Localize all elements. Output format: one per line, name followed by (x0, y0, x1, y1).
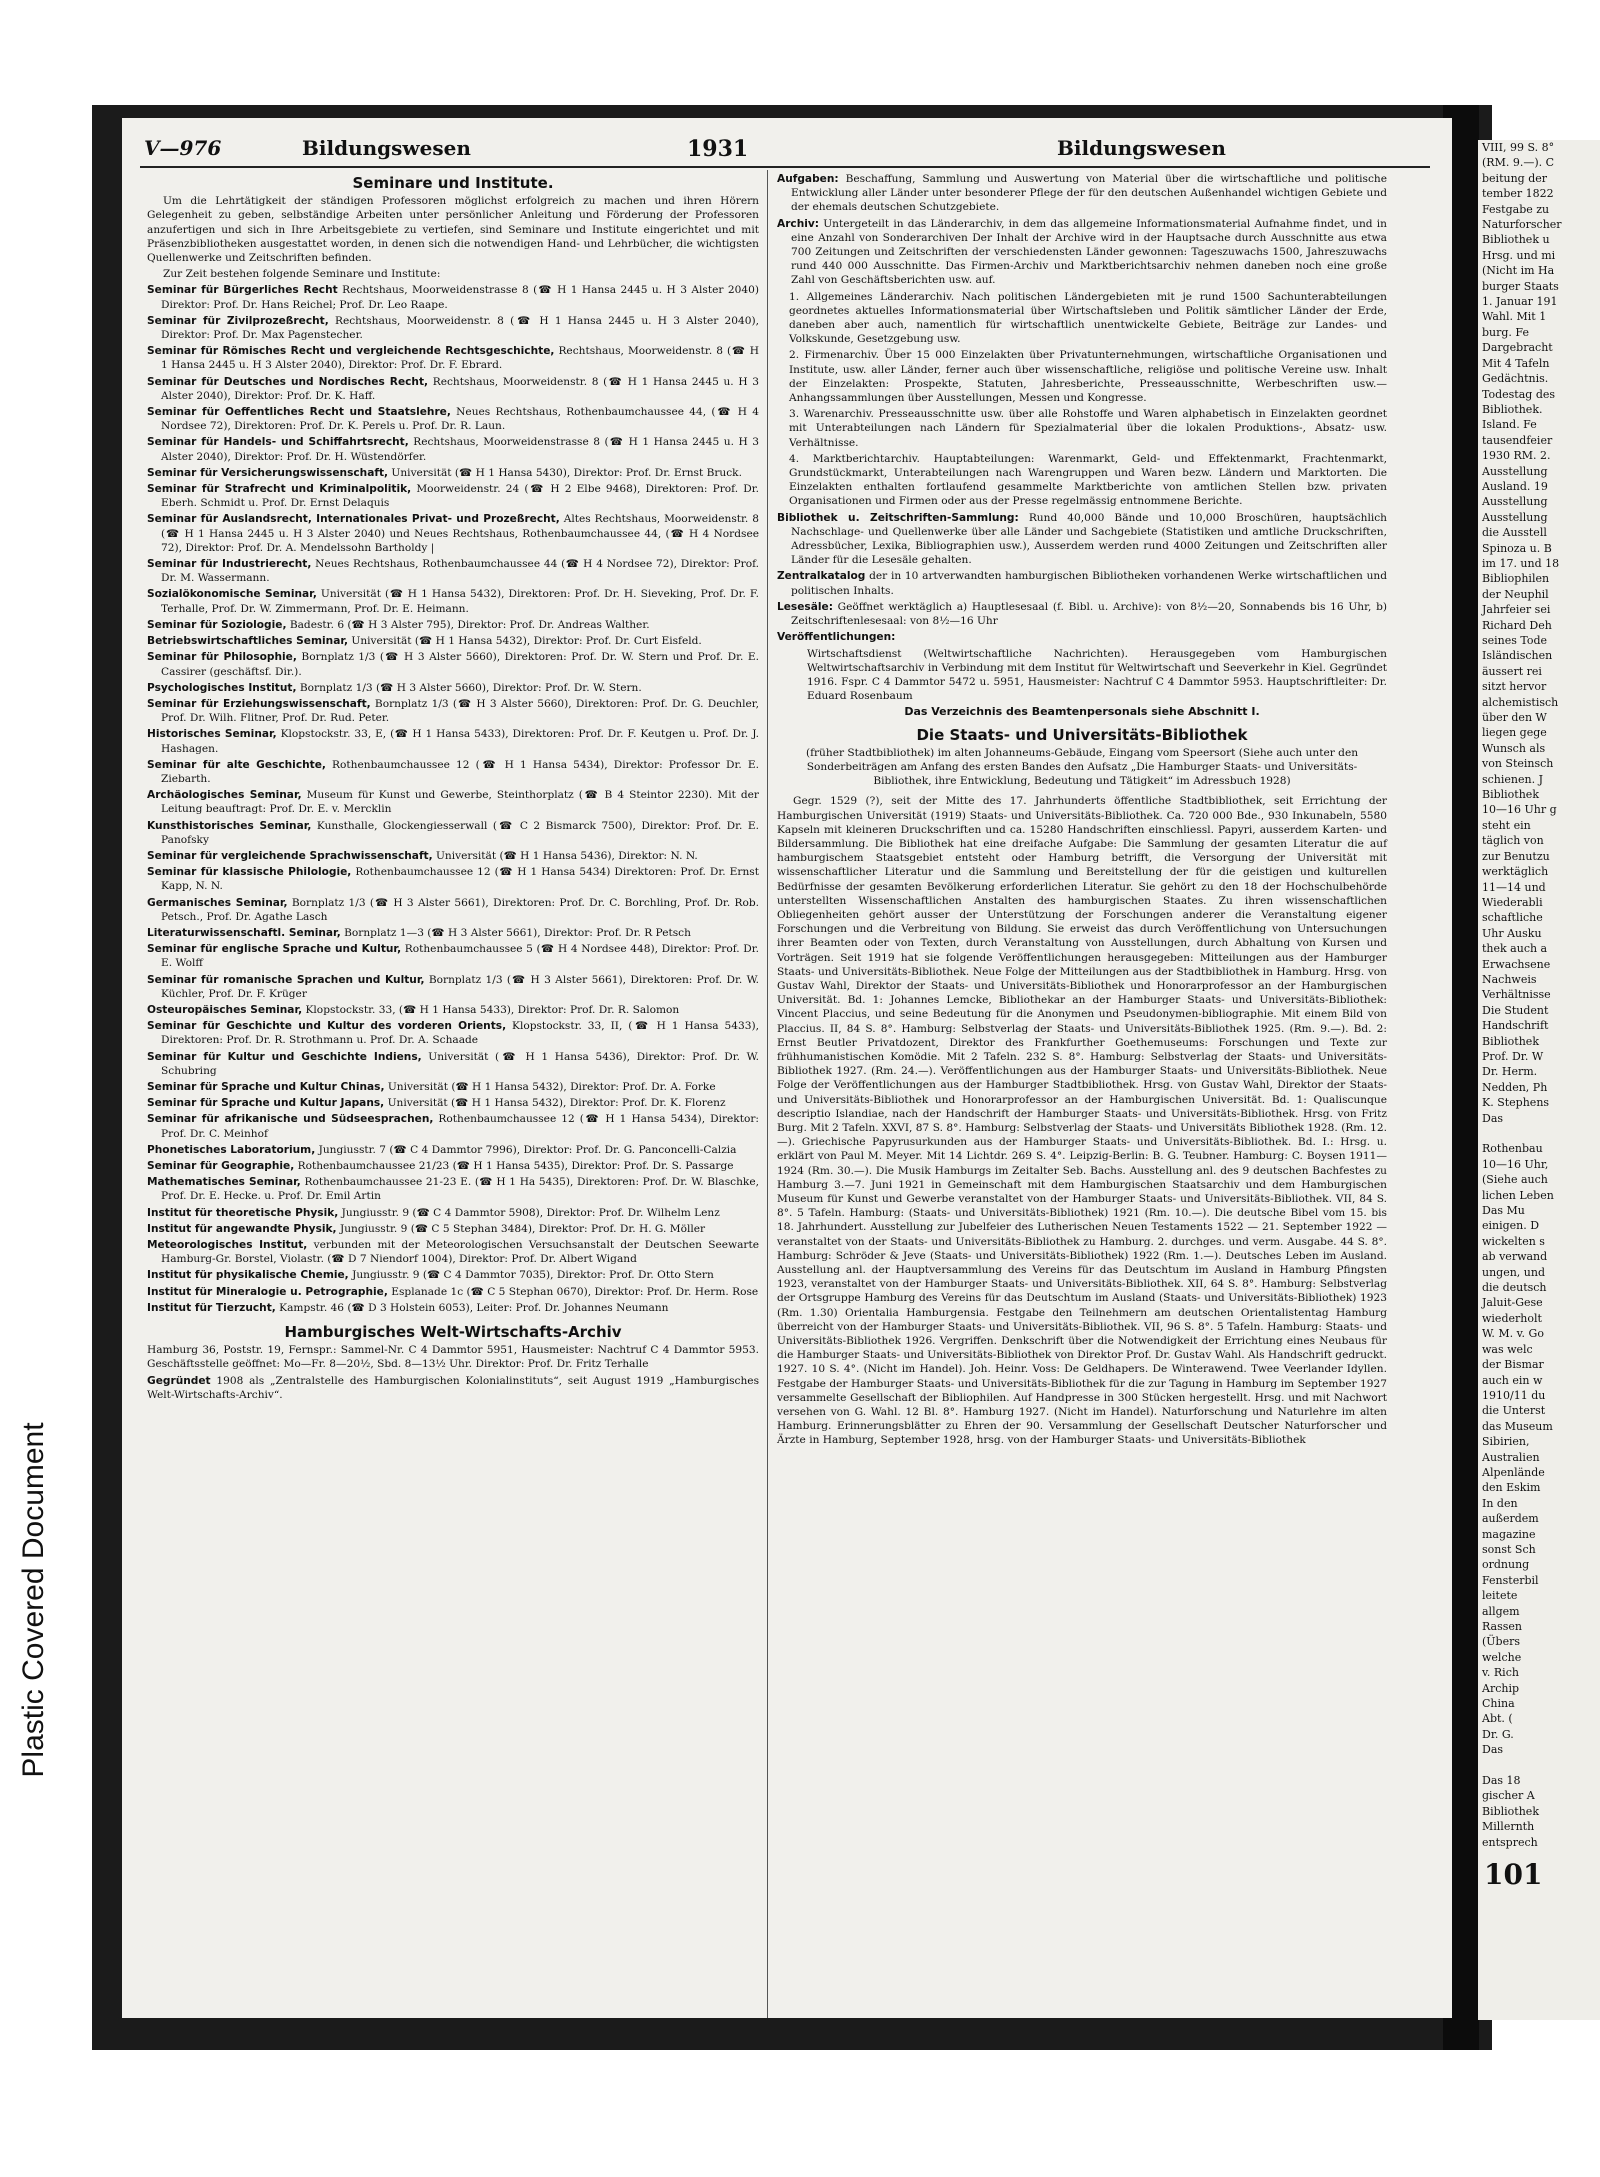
seminar-details: Universität (☎ H 1 Hansa 5432), Direktor: Prof. Dr. K. Florenz (384, 1097, 726, 1110)
side-label-text: Plastic Covered Document (17, 1422, 50, 1778)
adjacent-page-line: 1930 RM. 2. (1482, 449, 1551, 463)
seminar-details: Badestr. 6 (☎ H 3 Alster 795), Direktor: Prof. Dr. Andreas Walther. (286, 618, 650, 631)
seminar-name: Betriebswirtschaftliches Seminar, (147, 635, 349, 648)
seminar-details: Bornplatz 1—3 (☎ H 3 Alster 5661), Direktor: Prof. Dr. R Petsch (340, 926, 691, 939)
page-number: V—976 (144, 136, 222, 160)
seminar-details: Neues Rechtshaus, Rothenbaumchaussee 44 (☎ H 4 Nordsee 72), Direktor: Prof. Dr. M. Wassermann. (161, 558, 759, 585)
adjacent-page-line: werktäglich (1482, 865, 1549, 879)
seminar-details: Bornplatz 1/3 (☎ H 3 Alster 5660), Direktor: Prof. Dr. W. Stern. (296, 681, 642, 694)
adjacent-page-line: (Übers (1482, 1635, 1521, 1649)
seminar-details: Rechtshaus, Moorweidenstr. 8 (☎ H 1 Hansa 2445 u. H 3 Alster 2040), Direktor: Prof. Dr. Max Pagenstecher. (161, 314, 759, 342)
adjacent-page-line: Hrsg. und mi (1482, 248, 1556, 262)
adjacent-page-line: Ausstellung (1482, 464, 1548, 478)
header-rule (140, 166, 1430, 168)
adjacent-page-line: Australien (1482, 1450, 1540, 1464)
seminar-name: Seminar für Geschichte und Kultur des vorderen Orients, (147, 1020, 507, 1033)
seminar-name: Meteorologisches Institut, (147, 1239, 308, 1252)
adjacent-page-line: Handschrift (1482, 1019, 1549, 1033)
seminar-name: Seminar für Auslandsrecht, Internationales Privat- und Prozeßrecht, (147, 513, 560, 526)
field-label: Bibliothek u. Zeitschriften-Sammlung: (777, 511, 1019, 524)
seminar-entry (147, 973, 759, 1001)
seminar-entry (147, 557, 759, 585)
seminar-name: Seminar für Industrierecht, (147, 558, 312, 571)
adjacent-page (1478, 140, 1600, 2020)
right-column (777, 172, 1387, 1450)
archiv-sub-item: 2. Firmenarchiv. Über 15 000 Einzelakten über Privatunternehmungen, wirtschaftliche Organisationen und Institute, usw. aller Länder, ferner auch über wissenschaftliche, religiöse und politische Vereine usw. Inhalt der Einzelakten: Prospekte, Statuten, Jahresberichte, Presseausschnitte, Werbeschriften usw.— Anhangssammlungen über Ausstellungen, Messen und Kongresse. (789, 349, 1387, 405)
adjacent-page-line (1478, 1126, 1600, 1141)
seminar-name: Seminar für Geographie, (147, 1160, 295, 1172)
field-text: Geöffnet werktäglich a) Hauptlesesaal (f. Bibl. u. Archive): von 8½—20, Sonnabends bis 16 Uhr, b) Zeitschriftenlesesaal: von 8½—16 Uhr (791, 600, 1387, 628)
adjacent-page-line: entsprech (1482, 1835, 1538, 1849)
seminar-name: Seminar für Sprache und Kultur Chinas, (147, 1080, 385, 1093)
seminar-name: Sozialökonomische Seminar, (147, 588, 317, 601)
seminar-entry (147, 1285, 759, 1299)
seminar-name: Institut für Mineralogie u. Petrographie, (147, 1285, 388, 1298)
seminar-name: Seminar für Deutsches und Nordisches Recht, (147, 375, 429, 388)
seminar-name: Osteuropäisches Seminar, (147, 1003, 303, 1016)
adjacent-page-line: alchemistisch (1482, 695, 1559, 709)
adjacent-page-line: Verhältnisse (1482, 988, 1551, 1002)
adjacent-page-line: den Eskim (1482, 1481, 1541, 1495)
seminar-name: Kunsthistorisches Seminar, (147, 819, 312, 832)
adjacent-page-line: Bibliothek u (1482, 233, 1550, 247)
seminar-details: Rothenbaumchaussee 5 (☎ H 4 Nordsee 448), Direktor: Prof. Dr. E. Wolff (161, 943, 760, 970)
seminar-entry (147, 727, 759, 755)
adjacent-page-line: Bibliothek (1482, 1034, 1539, 1048)
seminar-entry (147, 758, 759, 786)
bibliothek-subtitle: (früher Stadtbibliothek) im alten Johanneums-Gebäude, Eingang vom Speersort (Siehe auch unter den Sonderbeiträgen am Anfang des ersten Bandes den Aufsatz „Die Hamburger Staats- und Universitäts-Bibliothek, ihre Entwicklung, Bedeutung und Tätigkeit“ im Adressbuch 1928) (805, 746, 1359, 788)
seminar-name: Seminar für romanische Sprachen und Kultur, (147, 973, 425, 986)
seminar-details: Rothenbaumchaussee 12 (☎ H 1 Hansa 5434), Direktor: Prof. Dr. C. Meinhof (161, 1113, 759, 1140)
seminar-details: Jungiusstr. 9 (☎ C 5 Stephan 3484), Direktor: Prof. Dr. H. G. Möller (336, 1222, 706, 1235)
seminar-name: Seminar für Oeffentliches Recht und Staatslehre, (147, 406, 451, 419)
adjacent-page-line: sitzt hervor (1482, 680, 1547, 694)
seminar-entry (147, 1143, 759, 1157)
adjacent-page-line: schaftliche (1482, 911, 1543, 925)
adjacent-page-line: zur Benutzu (1482, 849, 1550, 863)
seminar-name: Seminar für Versicherungswissenschaft, (147, 466, 389, 479)
adjacent-page-line: Rothenbau (1482, 1142, 1543, 1156)
running-header (122, 136, 1452, 166)
adjacent-page-line: einigen. D (1482, 1219, 1540, 1233)
adjacent-page-line: Dr. G. (1482, 1727, 1514, 1741)
seminar-details: Klopstockstr. 33, E, (☎ H 1 Hansa 5433), Direktoren: Prof. Dr. F. Keutgen u. Prof. Dr. J. Hashagen. (161, 728, 759, 755)
seminar-details: Klopstockstr. 33, II, (☎ H 1 Hansa 5433), Direktoren: Prof. Dr. R. Strothmann u. Prof. Dr. A. Schaade (161, 1020, 759, 1047)
adjacent-page-text (1478, 140, 1600, 1850)
section-heading-bibliothek: Die Staats- und Universitäts-Bibliothek (916, 725, 1248, 744)
archiv-sub-item: 4. Marktberichtarchiv. Hauptabteilungen: Warenmarkt, Geld- und Effektenmarkt, Frachtenmarkt, Grundstückmarkt, Unterabteilungen nach Warengruppen und Waren bezw. Ländern und Marktorten. Die Einzelakten enthalten fortlaufend gesammelte Marktberichte von amtlichen Stellen bzw. privaten Organisationen und Firmen oder aus der Presse regelmässig entnommene Berichte. (789, 452, 1387, 508)
seminar-details: Rothenbaumchaussee 12 (☎ H 1 Hansa 5434), Direktor: Professor Dr. E. Ziebarth. (161, 758, 759, 785)
adjacent-page-line: Richard Deh (1482, 618, 1552, 632)
seminar-list (147, 283, 759, 1315)
seminar-entry (147, 865, 759, 893)
archiv-address: Hamburg 36, Poststr. 19, Fernspr.: Sammel-Nr. C 4 Dammtor 5951, Hausmeister: Nachtruf C 4 Dammtor 5953. Geschäftsstelle geöffnet: Mo—Fr. 8—20½, Sbd. 8—13½ Uhr. Direktor: Prof. Dr. Fritz Terhalle (147, 1344, 759, 1371)
seminar-name: Seminar für Bürgerliches Recht (147, 284, 338, 297)
seminar-name: Seminar für Zivilprozeßrecht, (147, 314, 329, 327)
seminar-entry (147, 788, 759, 816)
seminar-details: Bornplatz 1/3 (☎ H 3 Alster 5660), Direktoren: Prof. Dr. G. Deuchler, Prof. Dr. Wilh. Flitner, Prof. Dr. Rud. Peter. (161, 697, 759, 725)
seminar-entry (147, 849, 759, 863)
archiv-fields-2 (777, 511, 1387, 645)
archiv-sub-item: 3. Warenarchiv. Presseausschnitte usw. über alle Rohstoffe und Waren alphabetisch in Einzelakten geordnet mit Unterabteilungen nach Ländern für Spezialmaterial über die lokalen Produktions-, Absatz- usw. Verhältnisse. (789, 408, 1387, 449)
adjacent-page-line: die Ausstell (1482, 526, 1547, 540)
header-left-title: Bildungswesen (302, 136, 471, 160)
seminar-entry (147, 587, 759, 615)
adjacent-page-line: allgem (1482, 1604, 1520, 1618)
seminar-details: Bornplatz 1/3 (☎ H 3 Alster 5660), Direktoren: Prof. Dr. W. Stern und Prof. Dr. E. Cassirer (geschäftsf. Dir.). (161, 651, 759, 678)
adjacent-page-line: Rassen (1482, 1620, 1522, 1633)
adjacent-page-line: Festgabe zu (1482, 202, 1550, 216)
personnel-note: Das Verzeichnis des Beamtenpersonals siehe Abschnitt I. (904, 705, 1260, 719)
adjacent-page-line: Gedächtnis. (1482, 372, 1549, 386)
adjacent-page-line: Spinoza u. B (1482, 541, 1552, 555)
adjacent-page-line: 1910/11 du (1482, 1388, 1546, 1402)
seminar-details: verbunden mit der Meteorologischen Versuchsanstalt der Deutschen Seewarte Hamburg-Gr. Borstel, Violastr. (☎ D 7 Niendorf 1004), Direktor: Prof. Dr. Albert Wigand (161, 1239, 759, 1266)
seminar-name: Germanisches Seminar, (147, 896, 288, 909)
adjacent-page-line: magazine (1482, 1527, 1536, 1541)
archiv-field (777, 511, 1387, 568)
adjacent-page-line: welche (1482, 1650, 1522, 1664)
adjacent-page-line: der Neuphil (1482, 587, 1549, 601)
seminar-entry (147, 1301, 759, 1315)
seminar-entry (147, 435, 759, 463)
adjacent-page-line: burger Staats (1482, 279, 1559, 293)
adjacent-page-line: In den (1482, 1496, 1518, 1510)
adjacent-page-line: v. Rich (1482, 1666, 1519, 1680)
adjacent-page-line: Naturforscher (1482, 218, 1562, 232)
seminar-details: Universität (☎ H 1 Hansa 5430), Direktor: Prof. Dr. Ernst Bruck. (388, 466, 742, 479)
adjacent-page-line: Bibliophilen (1482, 572, 1550, 586)
seminar-details: Bornplatz 1/3 (☎ H 3 Alster 5661), Direktoren: Prof. Dr. W. Küchler, Prof. Dr. F. Krüger (161, 973, 759, 1000)
adjacent-page-line: von Steinsch (1482, 757, 1554, 771)
adjacent-page-line: Millernth (1482, 1820, 1535, 1834)
seminar-name: Seminar für afrikanische und Südseesprachen, (147, 1113, 434, 1126)
seminar-name: Seminar für Handels- und Schiffahrtsrecht, (147, 436, 409, 449)
adjacent-page-line (1478, 1758, 1600, 1773)
seminar-entry (147, 681, 759, 695)
adjacent-page-line: 10—16 Uhr, (1482, 1157, 1549, 1171)
adjacent-page-line: (RM. 9.—). C (1482, 156, 1555, 170)
seminar-name: Institut für physikalische Chemie, (147, 1269, 349, 1282)
adjacent-page-line: Todestag des (1482, 387, 1556, 401)
seminar-entry (147, 1019, 759, 1047)
seminar-name: Phonetisches Laboratorium, (147, 1143, 316, 1156)
seminar-details: Altes Rechtshaus, Moorweidenstr. 8 (☎ H 1 Hansa 2445 u. H 3 Alster 2040) und Neues Rechtshaus, Rothenbaumchaussee 44, (☎ H 4 Nordsee 72), Direktor: Prof. Dr. A. Mendelssohn Bartholdy | (161, 513, 759, 554)
adjacent-page-line: Ausstellung (1482, 495, 1548, 509)
seminar-name: Seminar für Römisches Recht und vergleichende Rechtsgeschichte, (147, 345, 555, 358)
seminar-entry (147, 1003, 759, 1017)
adjacent-page-line: Erwachsene (1482, 957, 1551, 971)
adjacent-page-line: Dr. Herm. (1482, 1065, 1538, 1079)
adjacent-page-line: Das (1482, 1743, 1504, 1757)
seminar-details: Moorweidenstr. 24 (☎ H 2 Elbe 9468), Direktoren: Prof. Dr. Eberh. Schmidt u. Prof. Dr. Ernst Delaquis (161, 483, 759, 510)
seminar-name: Mathematisches Seminar, (147, 1176, 301, 1189)
adjacent-page-line: Jahrfeier sei (1482, 603, 1551, 617)
seminar-name: Historisches Seminar, (147, 728, 277, 741)
adjacent-page-line: Mit 4 Tafeln (1482, 356, 1550, 370)
adjacent-page-line: Prof. Dr. W (1482, 1049, 1544, 1063)
adjacent-page-line: im 17. und 18 (1482, 556, 1560, 570)
field-label: Veröffentlichungen: (777, 631, 896, 644)
adjacent-page-line: wiederholt (1482, 1311, 1542, 1325)
seminar-entry (147, 1159, 759, 1173)
field-label: Archiv: (777, 217, 820, 230)
archiv-fields (777, 172, 1387, 288)
seminar-details: Rechtshaus, Moorweidenstr. 8 (☎ H 1 Hansa 2445 u. H 3 Alster 2040), Direktor: Prof. Dr. F. Ebrard. (161, 345, 759, 372)
header-right-title: Bildungswesen (1057, 136, 1226, 160)
archiv-field (777, 630, 1387, 644)
field-label: Aufgaben: (777, 173, 839, 185)
seminar-entry (147, 482, 759, 510)
archiv-sub-list (777, 290, 1387, 509)
adjacent-page-line: Isländischen (1482, 649, 1553, 663)
seminar-details: Rechtshaus, Moorweidenstr. 8 (☎ H 1 Hansa 2445 u. H 3 Alster 2040), Direktor: Prof. Dr. K. Haff. (161, 375, 759, 402)
adjacent-page-line: beitung der (1482, 171, 1548, 185)
seminar-details: Rothenbaumchaussee 12 (☎ H 1 Hansa 5434) Direktoren: Prof. Dr. Ernst Kapp, N. N. (161, 866, 759, 893)
adjacent-page-line: auch ein w (1482, 1373, 1543, 1387)
field-text: Rund 40,000 Bände und 10,000 Broschüren, hauptsächlich Nachschlage- und Quellenwerke über alle Länder und Sachgebiete (Statistiken und amtliche Druckschriften, Adressbücher, Lexika, Bibliographien usw.), Ausserdem werden rund 4000 Zeitungen und Zeitschriften aller Länder für die Lesesäle gehalten. (791, 511, 1387, 567)
archiv-field (777, 217, 1387, 288)
adjacent-page-line: die Unterst (1482, 1404, 1546, 1418)
seminar-name: Seminar für vergleichende Sprachwissenschaft, (147, 849, 433, 862)
field-text: Untergeteilt in das Länderarchiv, in dem das allgemeine Informationsmaterial Aufnahme findet, und in eine Anzahl von Sonderarchiven Der Inhalt der Archive wird in der Hauptsache durch Ausschnitte aus etwa 700 Zeitungen und Zeitschriften der verschiedensten Länder gewonnen: Tageszuwachs 1500, Jahreszuwachs rund 440 000 Ausschnitte. Das Firmen-Archiv und Marktberichtsarchiv nehmen daneben noch eine große Zahl von Geschäftsberichten usw. auf. (791, 217, 1387, 287)
adjacent-page-line: Das (1482, 1111, 1504, 1125)
adjacent-page-line: Fensterbil (1482, 1573, 1539, 1587)
archiv-founded-text: 1908 als „Zentralstelle des Hamburgischen Kolonialinstituts“, seit August 1919 „Hamburgisches Welt-Wirtschafts-Archiv“. (147, 1374, 759, 1401)
seminar-details: Kampstr. 46 (☎ D 3 Holstein 6053), Leiter: Prof. Dr. Johannes Neumann (275, 1301, 669, 1314)
seminar-entry (147, 283, 759, 311)
seminar-name: Institut für angewandte Physik, (147, 1222, 337, 1235)
intro-line: Zur Zeit bestehen folgende Seminare und Institute: (163, 268, 441, 281)
adjacent-page-line: ab verwand (1482, 1250, 1548, 1264)
adjacent-page-line: Archip (1482, 1681, 1520, 1695)
left-column (147, 172, 759, 1404)
adjacent-page-line: Ausland. 19 (1482, 479, 1548, 493)
seminar-entry (147, 1238, 759, 1266)
adjacent-page-line: burg. Fe (1482, 325, 1529, 339)
adjacent-page-line: 11—14 und (1482, 880, 1546, 894)
archiv-sub-item: 1. Allgemeines Länderarchiv. Nach politischen Ländergebieten mit je rund 1500 Sachunterabteilungen geordnetes aktuelles Informationsmaterial über Wirtschaftsleben und Politik sämtlicher Länder der Erde, daneben aber auch, namentlich für wirtschaftlich unentwickelte Gebiete, Beiträge zur Landes- und Volkskunde, Gesetzgebung usw. (789, 290, 1387, 346)
seminar-entry (147, 1222, 759, 1236)
bibliothek-body: Gegr. 1529 (?), seit der Mitte des 17. Jahrhunderts öffentliche Stadtbibliothek, seit Errichtung der Hamburgischen Universität (1919) Staats- und Universitäts-Bibliothek. Ca. 720 000 Bde., 930 Inkunabeln, 5580 Kapseln mit kleineren Druckschriften und ca. 15280 Handschriften einschliessl. Papyri, ausserdem Karten- und Bildersammlung. Die Bibliothek hat eine dreifache Aufgabe: Die Sammlung der gesamten Literatur die auf hamburgischem Staatsgebiet entsteht oder Hamburg betrifft, die Versorgung der Universität mit wissenschaftlicher Literatur und die Sammlung und Bereitstellung der für die geistigen und kulturellen Bedürfnisse der gesamten Bevölkerung erforderlichen Literatur. Sie gehört zu den 18 der Hochschulbehörde unterstellten Wissenschaftlichen Anstalten des hamburgischen Staates. Zu ihren wissenschaftlichen Obliegenheiten gehört ausser der Unterstützung der Forschungen anderer die Veranstaltung eigener Forschungen und die Verbreitung von Bildung. Sie erweist das durch Veröffentlichung von Untersuchungen ihrer Beamten oder von Texten, durch Veranstaltung von Ausstellungen, durch Abhaltung von Kursen und Vorträgen. Seit 1919 hat sie folgende Veröffentlichungen herausgegeben: Mitteilungen aus der Hamburger Staats- und Universitäts-Bibliothek. Neue Folge der Mitteilungen aus der Stadtbibliothek in Hamburg. Hrsg. von Gustav Wahl, Direktor der Staats- und Universitäts-Bibliothek und Honorarprofessor an der Hamburgischen Universität. Bd. 1: Johannes Lemcke, Bibliothekar an der Hamburger Staats- und Universitäts-Bibliothek: Vincent Placcius, und seine Bedeutung für die Anonymen und Pseudonymen-bibliographie. Mit einem Bild von Placcius. II, 84 S. 8°. Hamburg: Selbstverlag der Staats- und Universitäts-Bibliothek 1925. (Rm. 9.—). Bd. 2: Ernst Beutler Privatdozent, Direktor des Frankfurther Goethemuseums: Forschungen und Texte zur frühhumanistischen Komödie. Mit 2 Tafeln. 232 S. 8°. Hamburg: Selbstverlag der Staats- und Universitäts-Bibliothek 1927. (Rm. 24.—). Veröffentlichungen aus der Hamburger Staats- und Universitäts-Bibliothek. Neue Folge der Veröffentlichungen aus der Hamburger Stadtbibliothek. Hrsg. von Gustav Wahl, Direktor der Staats- und Universitäts-Bibliothek und Honorarprofessor an der Hamburgischen Universität. Bd. 1: Qualiscunque descriptio Islandiae, nach der Handschrift der Hamburger Staats- und Universitäts-Bibliothek. Hrsg. von Fritz Burg. Mit 2 Tafeln. XXVI, 87 S. 8°. Hamburg: Selbstverlag der Staats- und Universitäts Bibliothek 1928. (Rm. 12.—). Griechische Papyrusurkunden aus der Hamburger Staats- und Universitäts-Bibliothek. Bd. I.: Hrsg. u. erklärt von Paul M. Meyer. Mit 14 Lichtdr. 269 S. 4°. Leipzig-Berlin: B. G. Teubner. Hamburg: C. Boysen 1911—1924 (Rm. 30.—). Die Musik Hamburgs im Zeitalter Seb. Bachs. Ausstellung anl. des 9 deutschen Bachfestes zu Hamburg 3.—7. Juni 1921 in Gemeinschaft mit dem Hamburgischen Staatsarchiv und dem Hamburgischen Museum für Kunst und Gewerbe veranstaltet von der Hamburger Staats- und Universitäts-Bibliothek. VII, 84 S. 8°. 5 Tafeln. Hamburg: (Staats- und Universitäts-Bibliothek) 1921 (Rm. 10.—). Die deutsche Bibel vom 15. bis 18. Jahrhundert. Ausstellung zur Jubelfeier des Lutherischen Neuen Testaments 1522 — 21. September 1922 — veranstaltet von der Staats- und Universitäts-Bibliothek zu Hamburg. 2. durchges. und verm. Ausgabe. 44 S. 8°. Hamburg: Schröder & Jeve (Staats- und Universitäts-Bibliothek) 1922 (Rm. 1.—). Deutsches Leben im Ausland. Ausstellung anl. der Hauptversammlung des Vereins für das Deutschtum im Ausland in Hamburg Pfingsten 1923, veranstaltet von der Hamburger Staats- und Universitäts-Bibliothek. XII, 64 S. 8°. Hamburg: Selbstverlag der Ortsgruppe Hamburg des Vereins für das Deutschtum im Ausland (Staats- und Universitäts-Bibliothek) 1923 (Rm. 1.30) Orientalia Hamburgensia. Festgabe den Teilnehmern am deutschen Orientalistentag Hamburg überreicht von der Hamburger Staats- und Universitäts-Bibliothek. VII, 96 S. 8°. 5 Tafeln. Hamburg: Staats- und Universitäts-Bibliothek 1926. Vergriffen. Denkschrift über die Notwendigkeit der Errichtung eines Neubaus für die Hamburger Staats- und Universitäts-Bibliothek von Direktor Prof. Dr. Gustav Wahl. Als Handschrift gedruckt. 1927. 10 S. 4°. (Nicht im Handel). Joh. Heinr. Voss: De Geldhapers. De Winterawend. Twee Veerlander Idyllen. Festgabe der Hamburger Staats- und Universitäts-Bibliothek für die zur Tagung in Hamburg im September 1927 versammelte Gesellschaft der Bibliophilen. Auf Handpresse in 300 Stücken hergestellt. Hrsg. und mit Nachwort versehen von G. Wahl. 12 Bl. 8°. Hamburg 1927. (Nicht im Handel). Naturforschung und Naturlehre im alten Hamburg. Erinnerungsblätter zu Ehren der 90. Versammlung der Gesellschaft Deutscher Naturforscher und Ärzte in Hamburg, September 1928, hrsg. von der Hamburger Staats- und Universitäts-Bibliothek (777, 795, 1387, 1447)
seminar-details: Rechtshaus, Moorweidenstrasse 8 (☎ H 1 Hansa 2445 u. H 3 Alster 2040) Direktor: Prof. Dr. Hans Reichel; Prof. Dr. Leo Raape. (161, 284, 759, 311)
adjacent-page-line: (Siehe auch (1482, 1173, 1548, 1187)
seminar-entry (147, 1080, 759, 1094)
adjacent-page-line: schienen. J (1482, 772, 1543, 786)
adjacent-page-line: Bibliothek (1482, 1804, 1539, 1818)
adjacent-page-line: Island. Fe (1482, 418, 1537, 432)
adjacent-page-line: sonst Sch (1482, 1542, 1536, 1556)
adjacent-page-line: ordnung (1482, 1558, 1530, 1572)
seminar-entry (147, 314, 759, 342)
adjacent-page-line: Wiederabli (1482, 895, 1543, 909)
seminar-name: Seminar für Erziehungswissenschaft, (147, 697, 371, 710)
adjacent-page-line: Dargebracht (1482, 341, 1553, 355)
seminar-entry (147, 1206, 759, 1220)
seminar-details: Universität (☎ H 1 Hansa 5436), Direktor: Prof. Dr. W. Schubring (161, 1050, 760, 1077)
adjacent-page-line: 10—16 Uhr g (1482, 803, 1557, 817)
seminar-entry (147, 466, 759, 480)
seminar-name: Psychologisches Institut, (147, 681, 297, 694)
seminar-details: Universität (☎ H 1 Hansa 5436), Direktor: N. N. (432, 849, 698, 862)
adjacent-page-line: Bibliothek. (1482, 402, 1543, 416)
field-label: Zentralkatalog (777, 570, 866, 583)
seminar-details: Esplanade 1c (☎ C 5 Stephan 0670), Direktor: Prof. Dr. Herm. Rose (387, 1285, 759, 1298)
adjacent-page-line: tausendfeier (1482, 433, 1553, 447)
adjacent-page-line: was welc (1482, 1342, 1533, 1356)
adjacent-page-line: Jaluit-Gese (1482, 1296, 1543, 1310)
side-label (4, 1300, 64, 1900)
adjacent-page-line: K. Stephens (1482, 1096, 1550, 1110)
seminar-name: Institut für Tierzucht, (147, 1301, 276, 1314)
adjacent-page-line: Uhr Ausku (1482, 926, 1542, 940)
adjacent-page-line: China (1482, 1697, 1515, 1711)
seminar-details: Universität (☎ H 1 Hansa 5432), Direktor: Prof. Dr. A. Forke (384, 1080, 716, 1093)
adjacent-page-line: äussert rei (1482, 664, 1542, 678)
adjacent-page-line: leitete (1482, 1589, 1518, 1603)
adjacent-page-line: Das Mu (1482, 1204, 1525, 1218)
seminar-entry (147, 942, 759, 970)
adjacent-page-line: Die Student (1482, 1003, 1549, 1017)
seminar-details: Neues Rechtshaus, Rothenbaumchaussee 44, (☎ H 4 Nordsee 72), Direktoren: Prof. Dr. K. Perels u. Prof. Dr. R. Laun. (161, 406, 760, 433)
adjacent-page-line: liegen gege (1482, 726, 1547, 740)
seminar-entry (147, 634, 759, 648)
seminar-entry (147, 1268, 759, 1282)
seminar-details: Rothenbaumchaussee 21/23 (☎ H 1 Hansa 5435), Direktor: Prof. Dr. S. Passarge (294, 1160, 734, 1172)
adjacent-page-line: gischer A (1482, 1789, 1535, 1803)
field-text: der in 10 artverwandten hamburgischen Bibliotheken vorhandenen Werke wirtschaftlichen und politischen Inhalts. (791, 570, 1387, 597)
header-year: 1931 (687, 136, 749, 162)
adjacent-page-line: über den W (1482, 711, 1547, 725)
document-page (122, 118, 1452, 2018)
seminar-details: Jungiusstr. 9 (☎ C 4 Dammtor 7035), Direktor: Prof. Dr. Otto Stern (348, 1269, 714, 1282)
adjacent-page-line: W. M. v. Go (1482, 1327, 1544, 1341)
adjacent-page-line: außerdem (1482, 1512, 1539, 1526)
adjacent-page-line: täglich von (1482, 834, 1544, 848)
seminar-entry (147, 1050, 759, 1078)
seminar-name: Institut für theoretische Physik, (147, 1206, 339, 1219)
seminar-name: Seminar für Strafrecht und Kriminalpolitik, (147, 483, 412, 496)
seminar-details: Rothenbaumchaussee 21-23 E. (☎ H 1 Ha 5435), Direktoren: Prof. Dr. W. Blaschke, Prof. Dr. E. Hecke. u. Prof. Dr. Emil Artin (161, 1176, 759, 1203)
adjacent-page-line: Nachweis (1482, 972, 1537, 986)
seminar-name: Seminar für Soziologie, (147, 618, 287, 631)
adjacent-page-line: die deutsch (1482, 1281, 1547, 1295)
adjacent-page-line: wickelten s (1482, 1234, 1545, 1248)
adjacent-page-line: Alpenlände (1482, 1465, 1545, 1479)
adjacent-page-line: seines Tode (1482, 634, 1548, 647)
seminar-details: Rechtshaus, Moorweidenstrasse 8 (☎ H 1 Hansa 2445 u. H 3 Alster 2040), Direktor: Prof. Dr. H. Wüstendörfer. (161, 436, 759, 463)
seminar-entry (147, 926, 759, 940)
adjacent-page-line: Wunsch als (1482, 741, 1546, 755)
seminar-name: Seminar für alte Geschichte, (147, 758, 326, 771)
column-rule (767, 170, 768, 2018)
adjacent-page-line: Nedden, Ph (1482, 1080, 1548, 1094)
adjacent-page-line: VIII, 99 S. 8° (1482, 141, 1555, 154)
adjacent-page-line: thek auch a (1482, 942, 1548, 956)
seminar-entry (147, 819, 759, 847)
adjacent-page-line: steht ein (1482, 818, 1531, 832)
seminar-name: Seminar für Philosophie, (147, 651, 297, 664)
seminar-name: Seminar für Sprache und Kultur Japans, (147, 1097, 385, 1110)
seminar-name: Seminar für englische Sprache und Kultur, (147, 943, 402, 956)
seminar-details: Jungiusstr. 7 (☎ C 4 Dammtor 7996), Direktor: Prof. Dr. G. Panconcelli-Calzia (315, 1143, 737, 1156)
seminar-details: Museum für Kunst und Gewerbe, Steinthorplatz (☎ B 4 Steintor 2230). Mit der Leitung beauftragt: Prof. Dr. E. v. Mercklin (161, 789, 759, 816)
field-text: Beschaffung, Sammlung und Auswertung von Material über die wirtschaftliche und politische Entwicklung aller Länder unter besonderer Pflege der für den deutschen Außenhandel wichtigen Gebiete und der ehemals deutschen Schutzgebiete. (791, 173, 1387, 214)
adjacent-page-line: das Museum (1482, 1419, 1553, 1433)
seminar-entry (147, 1096, 759, 1110)
adjacent-page-line: lichen Leben (1482, 1188, 1554, 1202)
adjacent-page-line: ungen, und (1482, 1265, 1546, 1279)
seminar-details: Kunsthalle, Glockengiesserwall (☎ C 2 Bismarck 7500), Direktor: Prof. Dr. E. Panofsky (161, 819, 759, 846)
seminar-name: Literaturwissenschaftl. Seminar, (147, 926, 341, 939)
archiv-field (777, 172, 1387, 215)
seminar-name: Seminar für klassische Philologie, (147, 866, 352, 879)
publication-text: Wirtschaftsdienst (Weltwirtschaftliche Nachrichten). Herausgegeben vom Hamburgischen Weltwirtschaftsarchiv in Verbindung mit dem Institut für Weltwirtschaft und Seeverkehr in Kiel. Gegründet 1916. Fspr. C 4 Dammtor 5472 u. 5951, Hausmeister: Nachtruf C 4 Dammtor 5953. Hauptschriftleiter: Dr. Eduard Rosenbaum (807, 647, 1387, 703)
adjacent-page-line: Sibirien, (1482, 1435, 1530, 1449)
adjacent-page-line: Ausstellung (1482, 510, 1548, 524)
seminar-entry (147, 1112, 759, 1140)
intro-paragraph: Um die Lehrtätigkeit der ständigen Professoren möglichst erfolgreich zu machen und ihren Hörern Gelegenheit zu geben, selbständige Arbeiten unter persönlicher Anleitung und Förderung der Professoren anzufertigen und sich in Ihre Arbeitsgebiete zu vertiefen, sind Seminare und Institute eingerichtet und mit Präsenzbibliotheken ausgestattet worden, in denen sich die notwendigen Hand- und Lehrbücher, die wichtigsten Quellenwerke und Zeitschriften befinden. (147, 195, 759, 265)
seminar-entry (147, 697, 759, 725)
section-heading-seminare: Seminare und Institute. (352, 174, 554, 192)
seminar-entry (147, 650, 759, 678)
adjacent-page-line: Abt. ( (1482, 1712, 1513, 1726)
seminar-details: Klopstockstr. 33, (☎ H 1 Hansa 5433), Direktor: Prof. Dr. R. Salomon (302, 1003, 680, 1016)
adjacent-page-line: Das 18 (1482, 1774, 1521, 1788)
seminar-details: Universität (☎ H 1 Hansa 5432), Direktoren: Prof. Dr. H. Sieveking, Prof. Dr. F. Terhalle, Prof. Dr. W. Zimmermann, Prof. Dr. E. Heimann. (161, 588, 759, 615)
seminar-entry (147, 344, 759, 372)
section-heading-archiv: Hamburgisches Welt-Wirtschafts-Archiv (284, 1323, 622, 1342)
archiv-field (777, 569, 1387, 597)
archiv-founded-label: Gegründet (147, 1374, 211, 1387)
seminar-entry (147, 512, 759, 555)
adjacent-page-line: (Nicht im Ha (1482, 264, 1555, 278)
seminar-entry (147, 618, 759, 632)
adjacent-page-line: tember 1822 (1482, 187, 1554, 201)
adjacent-page-number: 101 (1484, 1858, 1543, 1892)
seminar-entry (147, 1175, 759, 1203)
seminar-details: Bornplatz 1/3 (☎ H 3 Alster 5661), Direktoren: Prof. Dr. C. Borchling, Prof. Dr. Rob. Petsch., Prof. Dr. Agathe Lasch (161, 896, 760, 923)
adjacent-page-line: Wahl. Mit 1 (1482, 310, 1547, 324)
seminar-entry (147, 896, 759, 924)
adjacent-page-line: 1. Januar 191 (1482, 295, 1558, 309)
seminar-entry (147, 375, 759, 403)
seminar-details: Universität (☎ H 1 Hansa 5432), Direktor: Prof. Dr. Curt Eisfeld. (348, 635, 702, 648)
adjacent-page-line: Bibliothek (1482, 788, 1539, 802)
adjacent-page-line: der Bismar (1482, 1358, 1544, 1372)
seminar-name: Archäologisches Seminar, (147, 789, 302, 802)
seminar-details: Jungiusstr. 9 (☎ C 4 Dammtor 5908), Direktor: Prof. Dr. Wilhelm Lenz (338, 1206, 720, 1219)
field-label: Lesesäle: (777, 600, 833, 613)
archiv-field (777, 600, 1387, 628)
seminar-name: Seminar für Kultur und Geschichte Indiens, (147, 1050, 422, 1063)
seminar-entry (147, 405, 759, 433)
